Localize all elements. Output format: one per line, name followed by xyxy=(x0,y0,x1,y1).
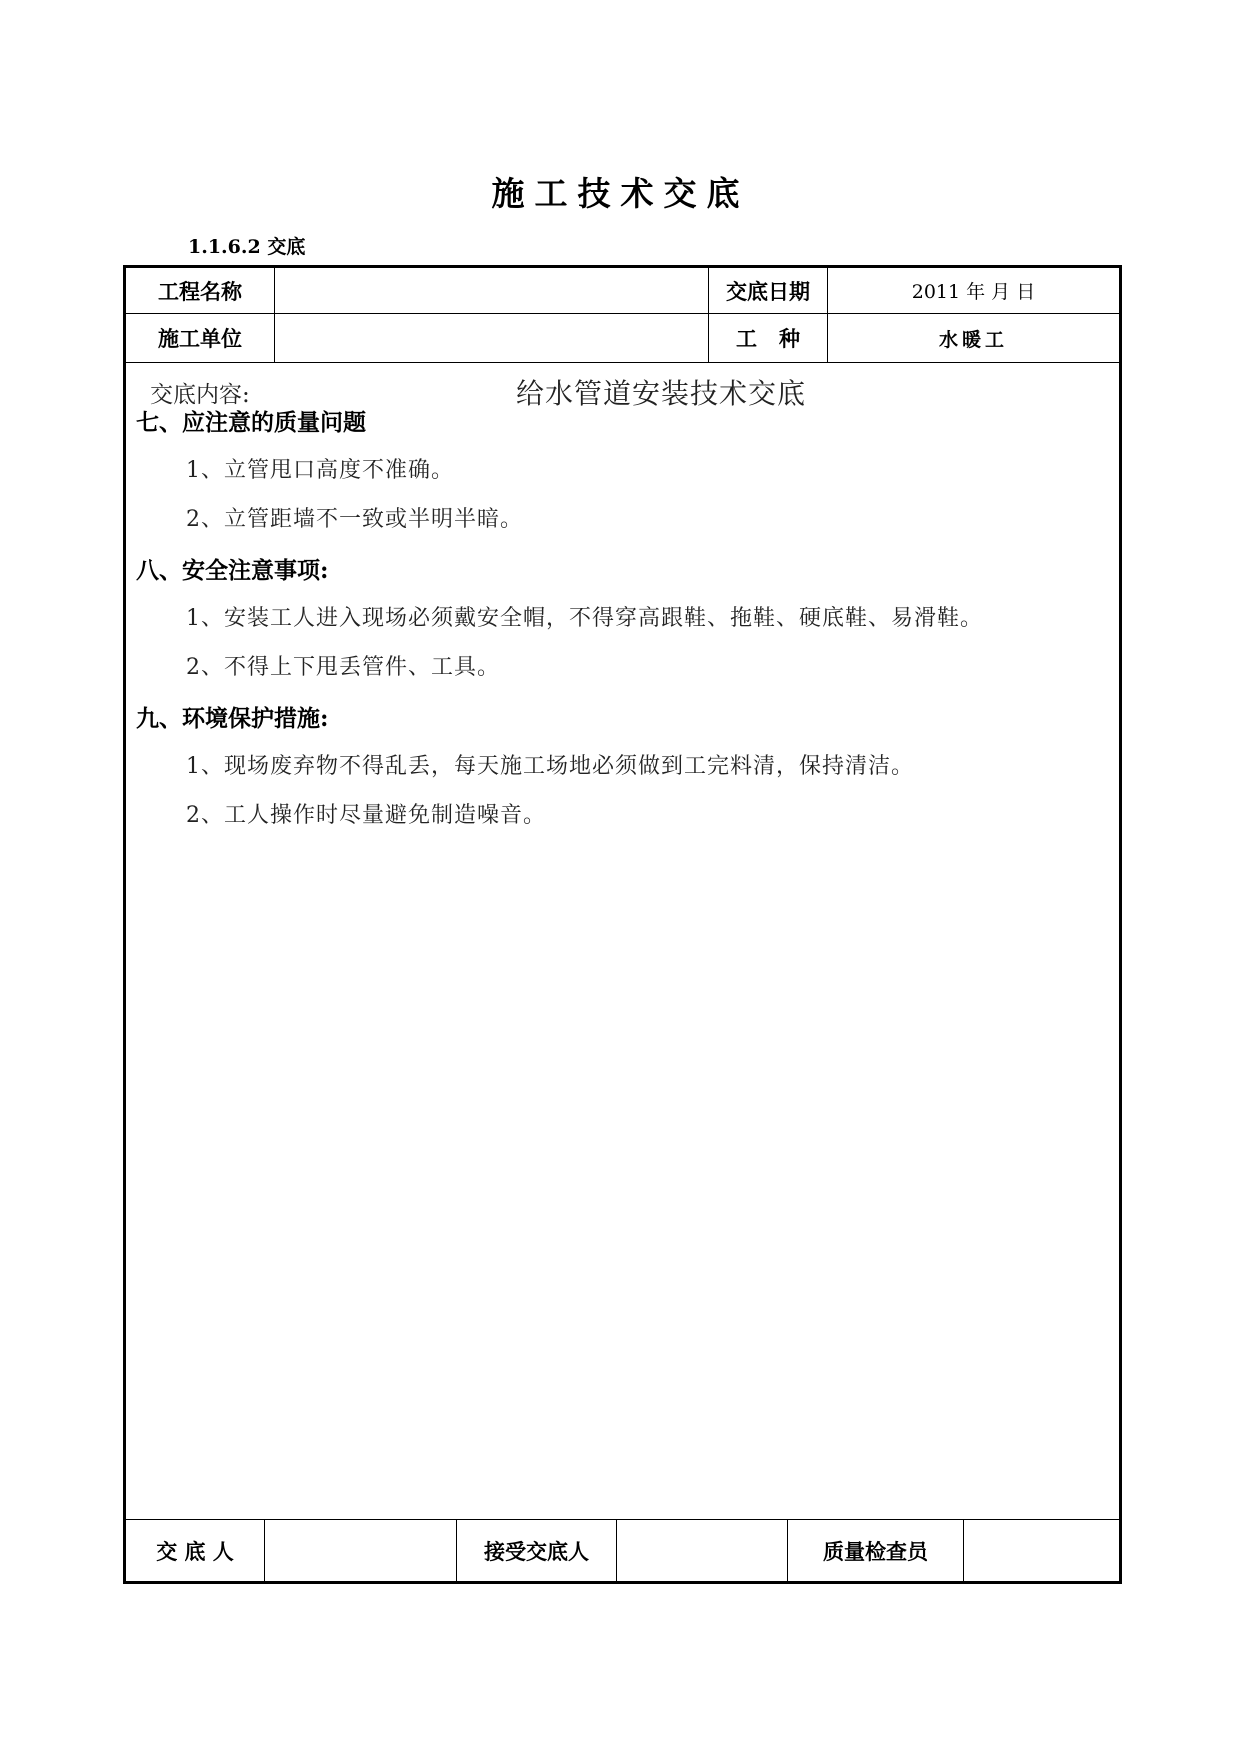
disclosure-form xyxy=(123,265,1122,1584)
inspector-label: 质量检查员 xyxy=(823,1538,928,1564)
project-name-value xyxy=(275,268,708,313)
list-item: 1、立管甩口高度不准确。 xyxy=(186,458,454,483)
presenter-label: 交 底 人 xyxy=(156,1538,234,1564)
row-divider xyxy=(126,362,1119,363)
presenter-value xyxy=(265,1520,456,1581)
list-item: 2、不得上下甩丢管件、工具。 xyxy=(186,655,500,680)
list-item: 1、现场废弃物不得乱丢，每天施工场地必须做到工完料清，保持清洁。 xyxy=(186,754,914,779)
content-subject: 给水管道安装技术交底 xyxy=(516,377,807,410)
list-item: 1、安装工人进入现场必须戴安全帽，不得穿高跟鞋、拖鞋、硬底鞋、易滑鞋。 xyxy=(186,606,983,631)
section-heading: 九、环境保护措施: xyxy=(136,705,329,732)
date-value: 2011 年 月 日 xyxy=(911,281,1036,303)
date-label: 交底日期 xyxy=(726,278,810,304)
unit-value xyxy=(275,314,708,362)
list-item: 2、立管距墙不一致或半明半暗。 xyxy=(186,507,523,532)
page-title: 施工技术交底 xyxy=(491,174,750,213)
project-name-label: 工程名称 xyxy=(158,278,242,304)
inspector-value xyxy=(964,1520,1119,1581)
list-item: 2、工人操作时尽量避免制造噪音。 xyxy=(186,803,546,828)
unit-label: 施工单位 xyxy=(158,326,242,351)
receiver-label: 接受交底人 xyxy=(484,1538,589,1564)
receiver-value xyxy=(617,1520,787,1581)
section-heading: 七、应注意的质量问题 xyxy=(136,409,366,436)
section-number: 1.1.6.2 交底 xyxy=(188,236,306,258)
section-heading: 八、安全注意事项: xyxy=(136,557,329,584)
trade-value: 水暖工 xyxy=(938,328,1008,351)
trade-label: 工 种 xyxy=(736,326,800,351)
content-label: 交底内容: xyxy=(150,382,250,408)
